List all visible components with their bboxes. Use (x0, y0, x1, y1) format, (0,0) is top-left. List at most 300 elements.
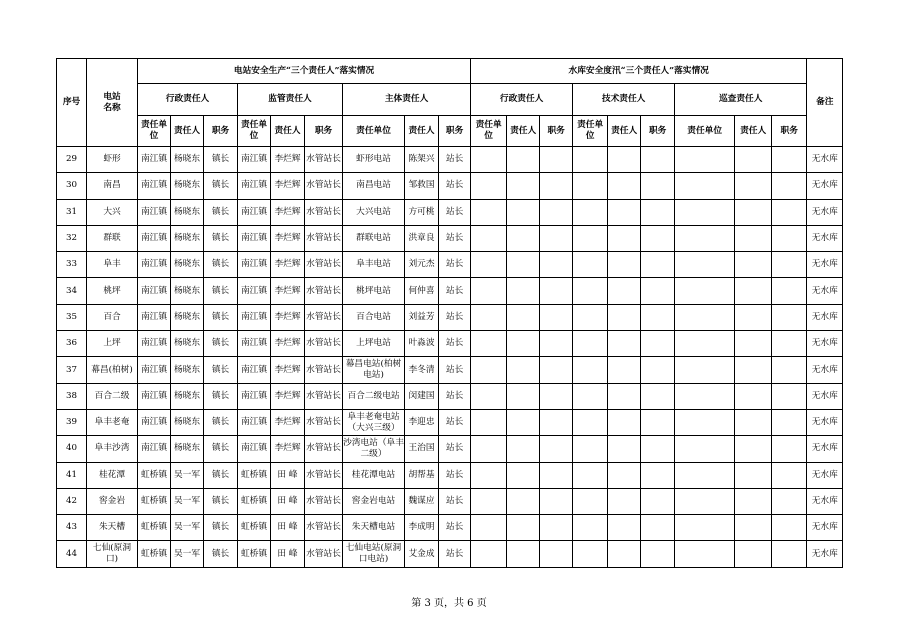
remarks-cell: 无水库 (807, 462, 843, 488)
admin-title-cell: 镇长 (204, 331, 238, 357)
principal-title-cell: 站长 (439, 383, 471, 409)
reservoir-admin-person-cell (507, 357, 540, 383)
supervision-person-cell: 田 峰 (271, 541, 305, 567)
remarks-cell: 无水库 (807, 488, 843, 514)
reservoir-patrol-person-cell (735, 436, 772, 462)
reservoir-admin-unit-cell (471, 147, 507, 173)
page-number-footer: 第 3 页，共 6 页 (411, 598, 487, 609)
principal-person-cell: 叶淼波 (405, 331, 439, 357)
role-header-station-supervision: 监管责任人 (238, 84, 343, 116)
admin-person-cell: 杨晓东 (171, 409, 204, 435)
supervision-unit-cell: 南江镇 (238, 147, 271, 173)
reservoir-patrol-title-cell (772, 462, 807, 488)
seq-cell: 37 (57, 357, 87, 383)
reservoir-admin-person-cell (507, 225, 540, 251)
reservoir-patrol-person-cell (735, 225, 772, 251)
principal-person-cell: 何仲喜 (405, 278, 439, 304)
header-row-roles (57, 84, 843, 116)
seq-cell: 31 (57, 199, 87, 225)
admin-title-cell: 镇长 (204, 173, 238, 199)
reservoir-patrol-person-cell (735, 409, 772, 435)
reservoir-patrol-unit-cell (675, 436, 735, 462)
admin-unit-cell: 南江镇 (138, 409, 171, 435)
principal-title-cell: 站长 (439, 462, 471, 488)
principal-person-cell: 洪章良 (405, 225, 439, 251)
reservoir-technical-person-cell (608, 278, 641, 304)
principal-title-cell: 站长 (439, 357, 471, 383)
reservoir-technical-title-cell (641, 225, 675, 251)
supervision-title-cell: 水管站长 (305, 515, 343, 541)
principal-title-cell: 站长 (439, 541, 471, 567)
principal-unit-cell: 阜丰老奄电站 （大兴三级） (343, 409, 405, 435)
column-header-person: 责任人 (171, 116, 204, 147)
reservoir-admin-unit-cell (471, 541, 507, 567)
supervision-title-cell: 水管站长 (305, 462, 343, 488)
reservoir-technical-person-cell (608, 541, 641, 567)
principal-unit-cell: 群联电站 (343, 225, 405, 251)
reservoir-admin-person-cell (507, 409, 540, 435)
reservoir-patrol-title-cell (772, 436, 807, 462)
reservoir-technical-unit-cell (573, 541, 608, 567)
supervision-title-cell: 水管站长 (305, 173, 343, 199)
reservoir-admin-person-cell (507, 515, 540, 541)
reservoir-technical-title-cell (641, 383, 675, 409)
supervision-title-cell: 水管站长 (305, 147, 343, 173)
principal-unit-cell: 南昌电站 (343, 173, 405, 199)
supervision-unit-cell: 南江镇 (238, 409, 271, 435)
admin-unit-cell: 南江镇 (138, 436, 171, 462)
supervision-person-cell: 李烂辉 (271, 409, 305, 435)
admin-person-cell: 杨晓东 (171, 331, 204, 357)
table-row (57, 462, 843, 488)
supervision-unit-cell: 南江镇 (238, 304, 271, 330)
station-name-cell: 七仙(原洞 口) (87, 541, 138, 567)
principal-unit-cell: 上坪电站 (343, 331, 405, 357)
reservoir-admin-unit-cell (471, 331, 507, 357)
reservoir-admin-title-cell (540, 147, 573, 173)
supervision-person-cell: 李烂辉 (271, 436, 305, 462)
reservoir-patrol-unit-cell (675, 173, 735, 199)
reservoir-admin-unit-cell (471, 409, 507, 435)
supervision-title-cell: 水管站长 (305, 252, 343, 278)
reservoir-admin-title-cell (540, 409, 573, 435)
reservoir-patrol-title-cell (772, 515, 807, 541)
remarks-cell: 无水库 (807, 383, 843, 409)
principal-unit-cell: 七仙电站(原洞 口电站) (343, 541, 405, 567)
admin-unit-cell: 虹桥镇 (138, 515, 171, 541)
reservoir-patrol-title-cell (772, 147, 807, 173)
reservoir-admin-title-cell (540, 252, 573, 278)
principal-person-cell: 方可桃 (405, 199, 439, 225)
reservoir-admin-person-cell (507, 436, 540, 462)
admin-person-cell: 杨晓东 (171, 357, 204, 383)
reservoir-technical-person-cell (608, 357, 641, 383)
reservoir-patrol-title-cell (772, 278, 807, 304)
remarks-cell: 无水库 (807, 252, 843, 278)
reservoir-patrol-title-cell (772, 331, 807, 357)
supervision-person-cell: 李烂辉 (271, 278, 305, 304)
column-header-person: 责任人 (608, 116, 641, 147)
remarks-cell: 无水库 (807, 357, 843, 383)
reservoir-patrol-unit-cell (675, 225, 735, 251)
admin-unit-cell: 虹桥镇 (138, 541, 171, 567)
reservoir-patrol-unit-cell (675, 252, 735, 278)
reservoir-admin-person-cell (507, 541, 540, 567)
supervision-unit-cell: 南江镇 (238, 278, 271, 304)
column-header-person: 责任人 (735, 116, 772, 147)
principal-title-cell: 站长 (439, 225, 471, 251)
principal-person-cell: 王治国 (405, 436, 439, 462)
station-name-cell: 朱天槽 (87, 515, 138, 541)
supervision-person-cell: 李烂辉 (271, 304, 305, 330)
role-header-station-admin: 行政责任人 (138, 84, 238, 116)
reservoir-technical-person-cell (608, 383, 641, 409)
principal-title-cell: 站长 (439, 409, 471, 435)
reservoir-patrol-unit-cell (675, 278, 735, 304)
admin-unit-cell: 南江镇 (138, 147, 171, 173)
reservoir-patrol-title-cell (772, 252, 807, 278)
station-name-cell: 阜丰 (87, 252, 138, 278)
reservoir-admin-title-cell (540, 278, 573, 304)
column-header-unit: 责任单位 (675, 116, 735, 147)
principal-person-cell: 刘元杰 (405, 252, 439, 278)
reservoir-patrol-person-cell (735, 173, 772, 199)
principal-unit-cell: 幕昌电站(柏树 电站) (343, 357, 405, 383)
admin-person-cell: 杨晓东 (171, 252, 204, 278)
role-header-station-principal: 主体责任人 (343, 84, 471, 116)
seq-cell: 41 (57, 462, 87, 488)
reservoir-admin-title-cell (540, 488, 573, 514)
responsibility-table (56, 58, 843, 568)
table-body (57, 147, 843, 568)
seq-cell: 33 (57, 252, 87, 278)
reservoir-technical-person-cell (608, 173, 641, 199)
reservoir-admin-unit-cell (471, 199, 507, 225)
supervision-person-cell: 李烂辉 (271, 225, 305, 251)
reservoir-admin-person-cell (507, 173, 540, 199)
principal-person-cell: 刘益芳 (405, 304, 439, 330)
reservoir-admin-unit-cell (471, 173, 507, 199)
role-header-reservoir-admin: 行政责任人 (471, 84, 573, 116)
reservoir-patrol-title-cell (772, 199, 807, 225)
reservoir-technical-person-cell (608, 225, 641, 251)
supervision-unit-cell: 南江镇 (238, 173, 271, 199)
reservoir-admin-person-cell (507, 278, 540, 304)
supervision-person-cell: 李烂辉 (271, 199, 305, 225)
admin-person-cell: 杨晓东 (171, 383, 204, 409)
column-header-title: 职务 (204, 116, 238, 147)
reservoir-admin-person-cell (507, 252, 540, 278)
admin-title-cell: 镇长 (204, 199, 238, 225)
principal-unit-cell: 窖金岩电站 (343, 488, 405, 514)
reservoir-patrol-unit-cell (675, 462, 735, 488)
group-header-reservoir-safety: 水库安全度汛“三个责任人”落实情况 (471, 59, 807, 84)
reservoir-patrol-unit-cell (675, 488, 735, 514)
reservoir-technical-unit-cell (573, 331, 608, 357)
reservoir-admin-unit-cell (471, 488, 507, 514)
reservoir-patrol-person-cell (735, 278, 772, 304)
station-name-cell: 百合二级 (87, 383, 138, 409)
seq-header: 序号 (57, 59, 87, 147)
reservoir-technical-title-cell (641, 409, 675, 435)
reservoir-admin-title-cell (540, 541, 573, 567)
reservoir-technical-unit-cell (573, 383, 608, 409)
reservoir-admin-title-cell (540, 436, 573, 462)
reservoir-admin-unit-cell (471, 515, 507, 541)
station-name-header: 电站 名称 (87, 59, 138, 147)
admin-person-cell: 吴一军 (171, 541, 204, 567)
reservoir-admin-unit-cell (471, 278, 507, 304)
role-header-reservoir-patrol: 巡查责任人 (675, 84, 807, 116)
station-name-cell: 南昌 (87, 173, 138, 199)
reservoir-technical-title-cell (641, 515, 675, 541)
reservoir-admin-unit-cell (471, 383, 507, 409)
reservoir-technical-person-cell (608, 252, 641, 278)
reservoir-technical-person-cell (608, 304, 641, 330)
reservoir-technical-person-cell (608, 331, 641, 357)
principal-unit-cell: 桃坪电站 (343, 278, 405, 304)
principal-person-cell: 胡帮基 (405, 462, 439, 488)
reservoir-patrol-unit-cell (675, 357, 735, 383)
admin-title-cell: 镇长 (204, 488, 238, 514)
header-row-groups (57, 59, 843, 84)
column-header-title: 职务 (641, 116, 675, 147)
reservoir-technical-title-cell (641, 147, 675, 173)
column-header-unit: 责任单 位 (238, 116, 271, 147)
reservoir-patrol-person-cell (735, 252, 772, 278)
reservoir-admin-title-cell (540, 383, 573, 409)
admin-title-cell: 镇长 (204, 225, 238, 251)
reservoir-patrol-person-cell (735, 357, 772, 383)
table-row (57, 199, 843, 225)
seq-cell: 43 (57, 515, 87, 541)
station-name-cell: 桃坪 (87, 278, 138, 304)
reservoir-patrol-unit-cell (675, 409, 735, 435)
reservoir-admin-person-cell (507, 462, 540, 488)
remarks-cell: 无水库 (807, 436, 843, 462)
station-name-cell: 桂花潭 (87, 462, 138, 488)
admin-title-cell: 镇长 (204, 409, 238, 435)
principal-title-cell: 站长 (439, 173, 471, 199)
admin-person-cell: 杨晓东 (171, 173, 204, 199)
supervision-person-cell: 田 峰 (271, 488, 305, 514)
admin-title-cell: 镇长 (204, 147, 238, 173)
principal-title-cell: 站长 (439, 147, 471, 173)
reservoir-technical-unit-cell (573, 409, 608, 435)
admin-title-cell: 镇长 (204, 541, 238, 567)
table-row (57, 331, 843, 357)
reservoir-technical-title-cell (641, 462, 675, 488)
admin-unit-cell: 虹桥镇 (138, 462, 171, 488)
seq-cell: 30 (57, 173, 87, 199)
seq-cell: 44 (57, 541, 87, 567)
station-name-cell: 阜丰老奄 (87, 409, 138, 435)
reservoir-technical-unit-cell (573, 462, 608, 488)
supervision-unit-cell: 虹桥镇 (238, 541, 271, 567)
admin-unit-cell: 南江镇 (138, 357, 171, 383)
supervision-unit-cell: 南江镇 (238, 199, 271, 225)
reservoir-technical-person-cell (608, 488, 641, 514)
reservoir-admin-person-cell (507, 199, 540, 225)
admin-title-cell: 镇长 (204, 304, 238, 330)
station-name-cell: 幕昌(柏树) (87, 357, 138, 383)
remarks-cell: 无水库 (807, 409, 843, 435)
principal-unit-cell: 桂花潭电站 (343, 462, 405, 488)
supervision-title-cell: 水管站长 (305, 383, 343, 409)
supervision-unit-cell: 南江镇 (238, 331, 271, 357)
supervision-title-cell: 水管站长 (305, 304, 343, 330)
column-header-title: 职务 (305, 116, 343, 147)
principal-person-cell: 李冬清 (405, 357, 439, 383)
seq-cell: 40 (57, 436, 87, 462)
supervision-title-cell: 水管站长 (305, 278, 343, 304)
reservoir-patrol-title-cell (772, 383, 807, 409)
reservoir-admin-title-cell (540, 462, 573, 488)
reservoir-technical-unit-cell (573, 304, 608, 330)
reservoir-patrol-title-cell (772, 357, 807, 383)
admin-title-cell: 镇长 (204, 252, 238, 278)
table-row (57, 541, 843, 567)
reservoir-technical-title-cell (641, 173, 675, 199)
reservoir-admin-title-cell (540, 357, 573, 383)
admin-title-cell: 镇长 (204, 515, 238, 541)
station-name-cell: 群联 (87, 225, 138, 251)
principal-unit-cell: 百合电站 (343, 304, 405, 330)
remarks-cell: 无水库 (807, 541, 843, 567)
principal-title-cell: 站长 (439, 515, 471, 541)
reservoir-technical-person-cell (608, 147, 641, 173)
principal-title-cell: 站长 (439, 331, 471, 357)
reservoir-patrol-unit-cell (675, 304, 735, 330)
principal-person-cell: 邹救国 (405, 173, 439, 199)
table-header (57, 59, 843, 147)
reservoir-admin-title-cell (540, 199, 573, 225)
supervision-unit-cell: 虹桥镇 (238, 462, 271, 488)
reservoir-admin-title-cell (540, 173, 573, 199)
principal-title-cell: 站长 (439, 199, 471, 225)
supervision-unit-cell: 南江镇 (238, 357, 271, 383)
reservoir-technical-title-cell (641, 357, 675, 383)
reservoir-admin-title-cell (540, 331, 573, 357)
remarks-header: 备注 (807, 59, 843, 147)
admin-person-cell: 杨晓东 (171, 436, 204, 462)
principal-person-cell: 李迎忠 (405, 409, 439, 435)
remarks-cell: 无水库 (807, 278, 843, 304)
column-header-person: 责任人 (271, 116, 305, 147)
column-header-unit: 责任单 位 (573, 116, 608, 147)
remarks-cell: 无水库 (807, 147, 843, 173)
reservoir-technical-title-cell (641, 304, 675, 330)
admin-person-cell: 吴一军 (171, 462, 204, 488)
reservoir-technical-unit-cell (573, 436, 608, 462)
supervision-unit-cell: 南江镇 (238, 252, 271, 278)
principal-unit-cell: 大兴电站 (343, 199, 405, 225)
table-row (57, 383, 843, 409)
station-name-cell: 百合 (87, 304, 138, 330)
admin-unit-cell: 虹桥镇 (138, 488, 171, 514)
remarks-cell: 无水库 (807, 304, 843, 330)
supervision-unit-cell: 南江镇 (238, 383, 271, 409)
supervision-title-cell: 水管站长 (305, 436, 343, 462)
header-row-columns (57, 116, 843, 147)
seq-cell: 32 (57, 225, 87, 251)
admin-title-cell: 镇长 (204, 383, 238, 409)
admin-person-cell: 杨晓东 (171, 278, 204, 304)
station-name-cell: 上坪 (87, 331, 138, 357)
admin-title-cell: 镇长 (204, 278, 238, 304)
role-header-reservoir-technical: 技术责任人 (573, 84, 675, 116)
seq-cell: 34 (57, 278, 87, 304)
admin-unit-cell: 南江镇 (138, 304, 171, 330)
admin-unit-cell: 南江镇 (138, 278, 171, 304)
reservoir-admin-unit-cell (471, 252, 507, 278)
principal-title-cell: 站长 (439, 304, 471, 330)
reservoir-admin-title-cell (540, 515, 573, 541)
reservoir-technical-person-cell (608, 462, 641, 488)
seq-cell: 35 (57, 304, 87, 330)
reservoir-patrol-person-cell (735, 462, 772, 488)
reservoir-admin-unit-cell (471, 225, 507, 251)
principal-unit-cell: 沙湾电站（阜丰 二级） (343, 436, 405, 462)
seq-cell: 38 (57, 383, 87, 409)
supervision-person-cell: 李烂辉 (271, 173, 305, 199)
remarks-cell: 无水库 (807, 331, 843, 357)
reservoir-technical-unit-cell (573, 252, 608, 278)
supervision-person-cell: 李烂辉 (271, 383, 305, 409)
reservoir-technical-title-cell (641, 278, 675, 304)
table-row (57, 515, 843, 541)
reservoir-technical-title-cell (641, 331, 675, 357)
remarks-cell: 无水库 (807, 173, 843, 199)
admin-person-cell: 杨晓东 (171, 147, 204, 173)
seq-cell: 36 (57, 331, 87, 357)
reservoir-admin-title-cell (540, 225, 573, 251)
reservoir-admin-person-cell (507, 488, 540, 514)
reservoir-patrol-person-cell (735, 541, 772, 567)
principal-unit-cell: 阜丰电站 (343, 252, 405, 278)
reservoir-patrol-unit-cell (675, 383, 735, 409)
table-row (57, 225, 843, 251)
admin-unit-cell: 南江镇 (138, 225, 171, 251)
table-row (57, 278, 843, 304)
supervision-person-cell: 李烂辉 (271, 331, 305, 357)
reservoir-technical-unit-cell (573, 147, 608, 173)
admin-unit-cell: 南江镇 (138, 199, 171, 225)
admin-unit-cell: 南江镇 (138, 331, 171, 357)
supervision-unit-cell: 南江镇 (238, 436, 271, 462)
table-row (57, 252, 843, 278)
reservoir-technical-title-cell (641, 436, 675, 462)
reservoir-patrol-person-cell (735, 147, 772, 173)
reservoir-admin-unit-cell (471, 462, 507, 488)
admin-unit-cell: 南江镇 (138, 383, 171, 409)
admin-person-cell: 吴一军 (171, 488, 204, 514)
station-name-cell: 窖金岩 (87, 488, 138, 514)
seq-cell: 29 (57, 147, 87, 173)
reservoir-patrol-person-cell (735, 515, 772, 541)
column-header-title: 职务 (439, 116, 471, 147)
reservoir-admin-unit-cell (471, 357, 507, 383)
supervision-title-cell: 水管站长 (305, 331, 343, 357)
reservoir-technical-person-cell (608, 515, 641, 541)
supervision-title-cell: 水管站长 (305, 409, 343, 435)
supervision-title-cell: 水管站长 (305, 488, 343, 514)
supervision-unit-cell: 南江镇 (238, 225, 271, 251)
column-header-unit: 责任单位 (343, 116, 405, 147)
supervision-person-cell: 李烂辉 (271, 147, 305, 173)
remarks-cell: 无水库 (807, 515, 843, 541)
reservoir-admin-unit-cell (471, 436, 507, 462)
